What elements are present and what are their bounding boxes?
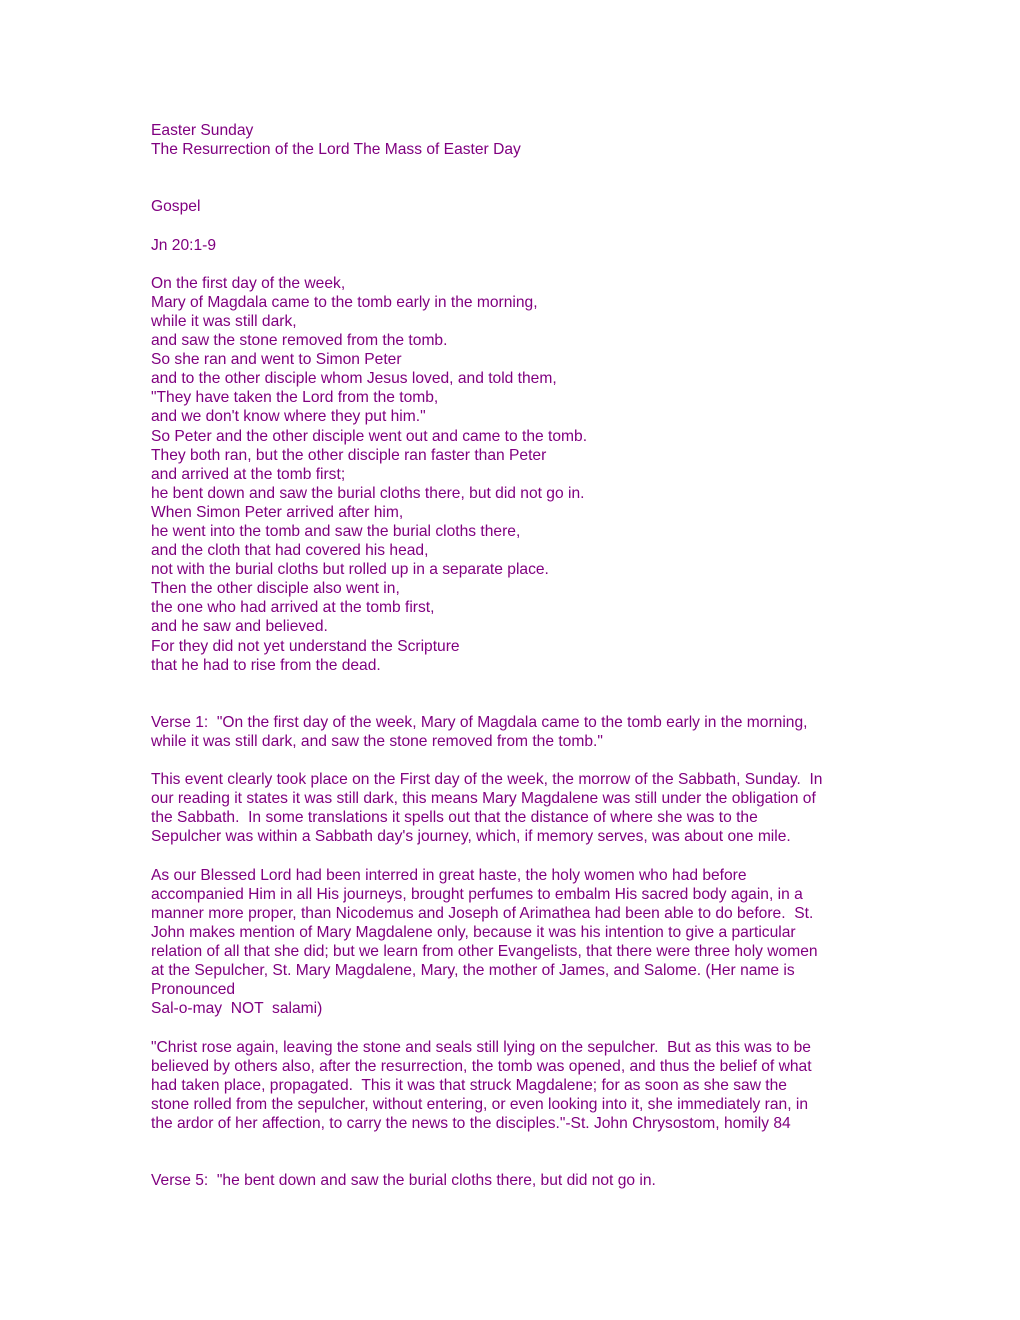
document-page: [151, 121, 891, 1190]
gospel-label: Gospel: [151, 198, 201, 216]
gospel-line: Then the other disciple also went in,: [151, 580, 400, 598]
paragraph-line: accompanied Him in all His journeys, brought perfumes to embalm His sacred body again, in a: [151, 885, 803, 903]
gospel-line: not with the burial cloths but rolled up in a separate place.: [151, 561, 549, 579]
gospel-line: and to the other disciple whom Jesus loved, and told them,: [151, 370, 557, 388]
paragraph-line: "Christ rose again, leaving the stone and seals still lying on the sepulcher. But as this was to be: [151, 1038, 811, 1056]
gospel-line: he bent down and saw the burial cloths there, but did not go in.: [151, 484, 585, 502]
gospel-text: [151, 274, 891, 675]
paragraph-line: the ardor of her affection, to carry the news to the disciples."-St. John Chrysostom, homily 84: [151, 1114, 791, 1132]
paragraph-line: the Sabbath. In some translations it spells out that the distance of where she was to the: [151, 809, 758, 827]
commentary-paragraph-2: [151, 866, 891, 1019]
paragraph-line: As our Blessed Lord had been interred in great haste, the holy women who had before: [151, 866, 747, 884]
gospel-line: while it was still dark,: [151, 312, 297, 330]
gospel-line: he went into the tomb and saw the burial cloths there,: [151, 522, 521, 540]
gospel-line: "They have taken the Lord from the tomb,: [151, 389, 439, 407]
verse-1-heading: [151, 713, 891, 751]
verse-5-heading: Verse 5: "he bent down and saw the burial cloths there, but did not go in.: [151, 1172, 656, 1190]
paragraph-line: This event clearly took place on the First day of the week, the morrow of the Sabbath, Sunday. In: [151, 771, 823, 789]
gospel-line: So she ran and went to Simon Peter: [151, 351, 402, 369]
gospel-line: the one who had arrived at the tomb first,: [151, 599, 435, 617]
gospel-line: that he had to rise from the dead.: [151, 656, 381, 674]
paragraph-line: relation of all that she did; but we learn from other Evangelists, that there were three holy women: [151, 943, 818, 961]
commentary-paragraph-1: [151, 770, 891, 846]
paragraph-line: had taken place, propagated. This it was that struck Magdalene; for as soon as she saw the: [151, 1076, 787, 1094]
document-subtitle: The Resurrection of the Lord The Mass of Easter Day: [151, 141, 521, 159]
commentary-paragraph-3: [151, 1038, 891, 1133]
gospel-line: On the first day of the week,: [151, 274, 346, 292]
paragraph-line: stone rolled from the sepulcher, without entering, or even looking into it, she immediately ran, in: [151, 1095, 809, 1113]
verse-1-heading-line: Verse 1: "On the first day of the week, Mary of Magdala came to the tomb early in the morning,: [151, 713, 808, 731]
paragraph-line: Sal-o-may NOT salami): [151, 1000, 323, 1018]
gospel-line: and saw the stone removed from the tomb.: [151, 332, 448, 350]
paragraph-line: Sepulcher was within a Sabbath day's journey, which, if memory serves, was about one mile.: [151, 828, 791, 846]
gospel-line: Mary of Magdala came to the tomb early in the morning,: [151, 293, 538, 311]
gospel-line: For they did not yet understand the Scripture: [151, 637, 460, 655]
gospel-line: They both ran, but the other disciple ran faster than Peter: [151, 446, 547, 464]
paragraph-line: manner more proper, than Nicodemus and Joseph of Arimathea had been able to do before. St.: [151, 904, 814, 922]
document-title: Easter Sunday: [151, 122, 254, 139]
verse-1-heading-line: while it was still dark, and saw the stone removed from the tomb.": [151, 733, 603, 750]
gospel-line: So Peter and the other disciple went out and came to the tomb.: [151, 427, 588, 445]
paragraph-line: John makes mention of Mary Magdalene only, because it was his intention to give a particular: [151, 923, 796, 941]
gospel-line: and he saw and believed.: [151, 618, 328, 636]
gospel-line: and arrived at the tomb first;: [151, 465, 346, 483]
paragraph-line: Pronounced: [151, 981, 236, 999]
gospel-line: and we don't know where they put him.": [151, 408, 426, 426]
gospel-reference: Jn 20:1-9: [151, 236, 217, 254]
paragraph-line: at the Sepulcher, St. Mary Magdalene, Mary, the mother of James, and Salome. (Her name is: [151, 962, 795, 980]
paragraph-line: our reading it states it was still dark, this means Mary Magdalene was still under the obligation of: [151, 790, 816, 808]
gospel-line: and the cloth that had covered his head,: [151, 542, 429, 560]
gospel-line: When Simon Peter arrived after him,: [151, 503, 404, 521]
paragraph-line: believed by others also, after the resurrection, the tomb was opened, and thus the belief of what: [151, 1057, 812, 1075]
